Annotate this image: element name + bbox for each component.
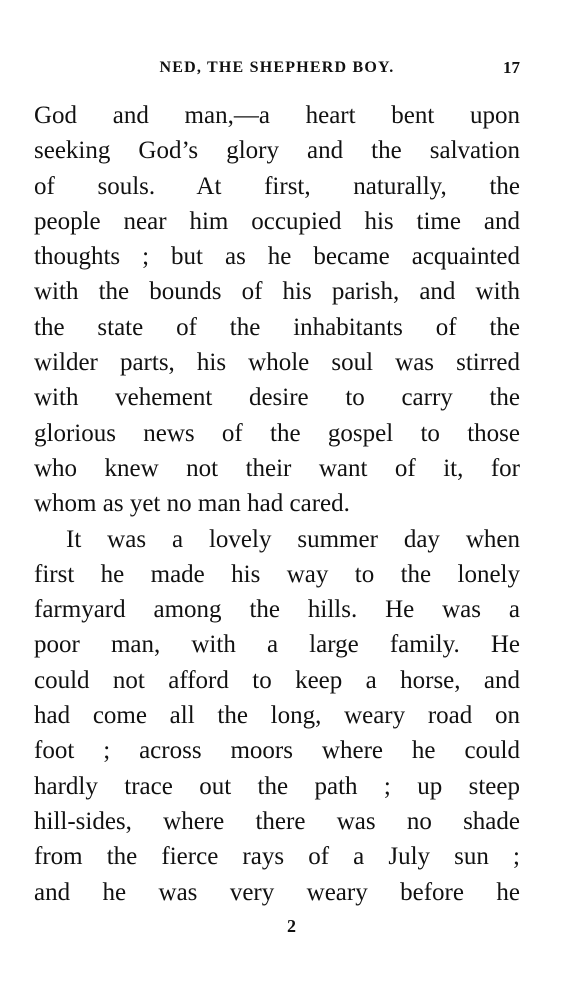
text-line: who knew not their want of it, for <box>34 454 520 482</box>
text-line: foot ; across moors where he could <box>34 737 520 765</box>
text-line: God and man,—a heart bent upon <box>34 102 520 129</box>
text-line: with vehement desire to carry the <box>34 384 520 412</box>
text-line: thoughts ; but as he became acquainted <box>34 243 520 271</box>
text-line: and he was very weary before he <box>34 878 520 906</box>
text-line: of souls. At first, naturally, the <box>34 172 520 200</box>
text-line: whom as yet no man had cared. <box>34 490 350 518</box>
paragraph-1 <box>34 98 520 522</box>
paragraph-2 <box>34 522 520 910</box>
text-line: first he made his way to the lonely <box>34 560 520 588</box>
text-line: farmyard among the hills. He was a <box>34 596 520 624</box>
text-line: the state of the inhabitants of the <box>34 313 520 341</box>
text-line: with the bounds of his parish, and with <box>34 278 520 306</box>
text-line: hardly trace out the path ; up steep <box>34 772 520 800</box>
signature-mark: 2 <box>287 916 296 936</box>
text-line: wilder parts, his whole soul was stirred <box>34 349 520 377</box>
text-line: had come all the long, weary road on <box>34 702 520 730</box>
text-line: from the fierce rays of a July sun ; <box>34 843 520 871</box>
text-line: seeking God’s glory and the salvation <box>34 137 520 165</box>
running-header <box>34 56 520 80</box>
page-number: 17 <box>503 58 520 77</box>
text-line: people near him occupied his time and <box>34 207 520 235</box>
text-line: It was a lovely summer day when <box>66 525 520 553</box>
text-line: hill-sides, where there was no shade <box>34 807 520 835</box>
text-line: poor man, with a large family. He <box>34 631 520 659</box>
text-line: could not afford to keep a horse, and <box>34 666 520 694</box>
running-title: NED, THE SHEPHERD BOY. <box>159 59 395 76</box>
text-line: glorious news of the gospel to those <box>34 419 520 447</box>
body-text <box>34 98 520 910</box>
